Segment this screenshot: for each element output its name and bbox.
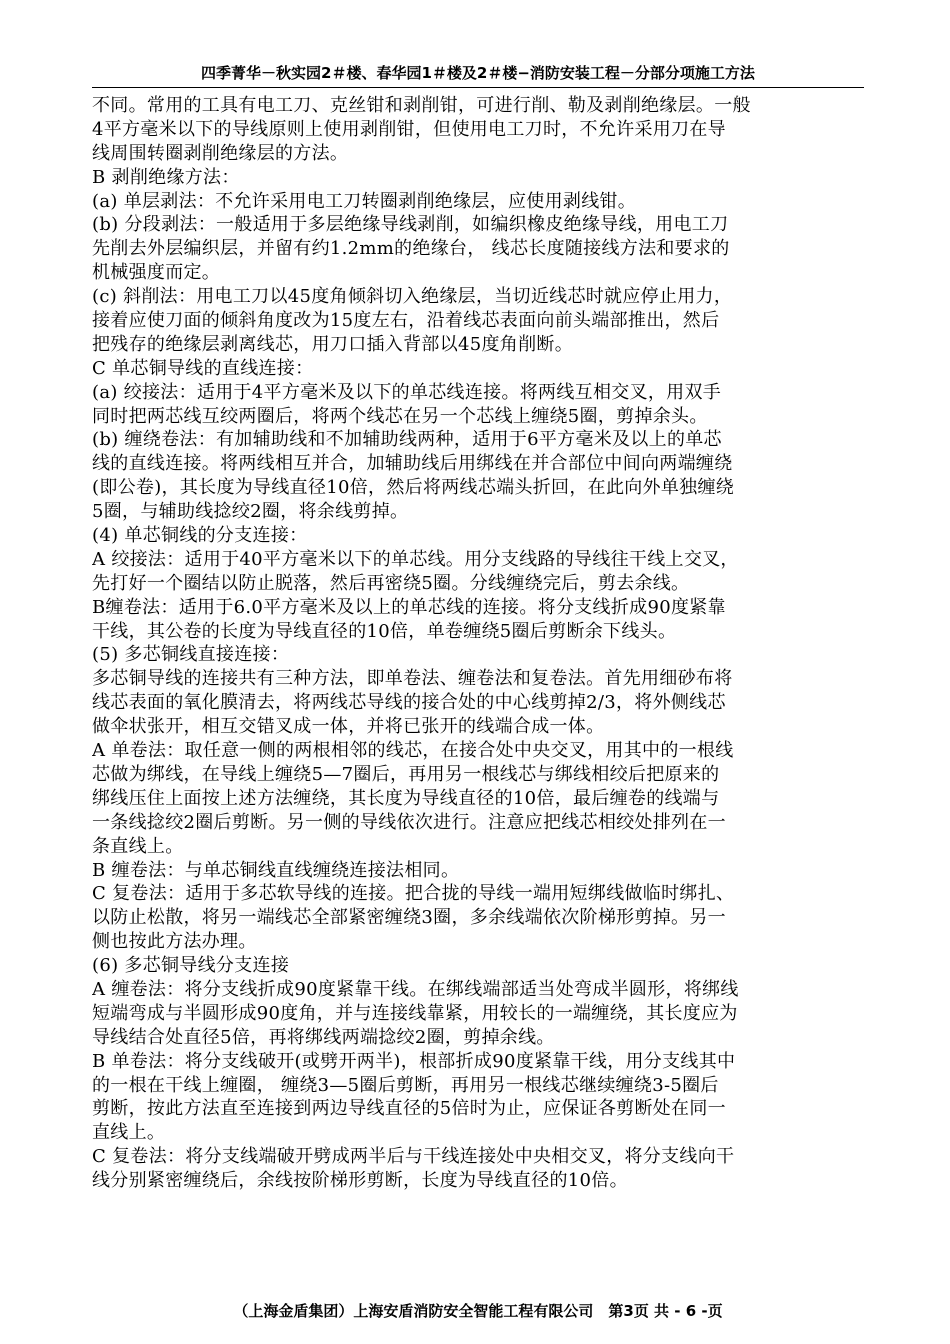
text-line: 条直线上。 (92, 835, 184, 857)
text-line: 先削去外层编织层，并留有约1.2mm的绝缘台， 线芯长度随接线方法和要求的 (92, 238, 730, 260)
text-line: A 单卷法：取任意一侧的两根相邻的线芯，在接合处中央交叉，用其中的一根线 (92, 740, 734, 762)
text-line: 把残存的绝缘层剥离线芯，用刀口插入背部以45度角削断。 (92, 333, 574, 355)
text-line: C 复卷法：适用于多芯软导线的连接。把合拢的导线一端用短绑线做临时绑扎、 (92, 883, 735, 905)
text-line: 侧也按此方法办理。 (92, 931, 257, 953)
text-line: 同时把两芯线互绞两圈后，将两个线芯在另一个芯线上缠绕5圈，剪掉余头。 (92, 405, 708, 427)
text-line: 绑线压住上面按上述方法缠绕，其长度为导线直径的10倍，最后缠卷的线端与 (92, 787, 720, 809)
text-line: 机械强度而定。 (92, 262, 221, 284)
body-text (92, 94, 864, 1193)
page-header: 四季菁华－秋实园2＃楼、春华园1＃楼及2＃楼−消防安装工程－分部分项施工方法 (201, 64, 755, 82)
text-line: (c) 斜削法：用电工刀以45度角倾斜切入绝缘层，当切近线芯时就应停止用力， (92, 286, 733, 308)
text-line: 线芯表面的氧化膜清去，将两线芯导线的接合处的中心线剪掉2/3，将外侧线芯 (92, 692, 726, 714)
text-line: B 单卷法：将分支线破开(或劈开两半)，根部折成90度紧靠干线，用分支线其中 (92, 1050, 736, 1072)
text-line: (4) 单芯铜线的分支连接： (92, 525, 308, 547)
page-footer: （上海金盾集团）上海安盾消防安全智能工程有限公司 第3页 共 - 6 -页 (233, 1302, 723, 1320)
text-line: (5) 多芯铜线直接连接： (92, 644, 290, 666)
text-line: (b) 缠绕卷法：有加辅助线和不加辅助线两种，适用于6平方毫米及以上的单芯 (92, 429, 722, 451)
text-line: 线的直线连接。将两线相互并合，加辅助线后用绑线在并合部位中间向两端缠绕 (92, 453, 733, 475)
header-rule (92, 87, 864, 88)
text-line: 先打好一个圈结以防止脱落，然后再密绕5圈。分线缠绕完后，剪去余线。 (92, 572, 690, 594)
text-line: (即公卷)，其长度为导线直径10倍，然后将两线芯端头折回，在此向外单独缠绕 (92, 477, 735, 499)
text-line: A 缠卷法：将分支线折成90度紧靠干线。在绑线端部适当处弯成半圆形，将绑线 (92, 978, 739, 1000)
text-line: (a) 单层剥法：不允许采用电工刀转圈剥削绝缘层，应使用剥线钳。 (92, 190, 637, 212)
text-line: 芯做为绑线，在导线上缠绕5—7圈后，再用另一根线芯与绑线相绞后把原来的 (92, 763, 720, 785)
text-line: 剪断，按此方法直至连接到两边导线直径的5倍时为止，应保证各剪断处在同一 (92, 1098, 726, 1120)
text-line: B 剥削绝缘方法： (92, 166, 240, 188)
text-line: (a) 绞接法：适用于4平方毫米及以下的单芯线连接。将两线互相交叉，用双手 (92, 381, 722, 403)
text-line: 接着应使刀面的倾斜角度改为15度左右，沿着线芯表面向前头端部推出，然后 (92, 310, 720, 332)
text-line: (6) 多芯铜导线分支连接 (92, 955, 290, 977)
text-line: 线周围转圈剥削绝缘层的方法。 (92, 142, 349, 164)
text-line: 直线上。 (92, 1122, 166, 1144)
text-line: 的一根在干线上缠圈， 缠绕3—5圈后剪断，再用另一根线芯继续缠绕3-5圈后 (92, 1074, 719, 1096)
text-line: 一条线捻绞2圈后剪断。另一侧的导线依次进行。注意应把线芯相绞处排列在一 (92, 811, 726, 833)
text-line: B 缠卷法：与单芯铜线直线缠绕连接法相同。 (92, 859, 460, 881)
text-line: 4平方毫米以下的导线原则上使用剥削钳，但使用电工刀时，不允许采用刀在导 (92, 118, 726, 140)
text-line: A 绞接法：适用于40平方毫米以下的单芯线。用分支线路的导线往干线上交叉， (92, 548, 739, 570)
text-line: 导线结合处直径5倍，再将绑线两端捻绞2圈，剪掉余线。 (92, 1026, 555, 1048)
text-line: 干线，其公卷的长度为导线直径的10倍，单卷缠绕5圈后剪断余下线头。 (92, 620, 677, 642)
text-line: 不同。常用的工具有电工刀、克丝钳和剥削钳，可进行削、勒及剥削绝缘层。一般 (92, 95, 751, 116)
text-line: C 单芯铜导线的直线连接： (92, 357, 314, 379)
text-line: 5圈，与辅助线捻绞2圈，将余线剪掉。 (92, 501, 409, 523)
text-line: (b) 分段剥法：一般适用于多层绝缘导线剥削，如编织橡皮绝缘导线，用电工刀 (92, 214, 729, 236)
text-line: 多芯铜导线的连接共有三种方法，即单卷法、缠卷法和复卷法。首先用细砂布将 (92, 668, 733, 690)
text-line: 以防止松散，将另一端线芯全部紧密缠绕3圈，多余线端依次阶梯形剪掉。另一 (92, 907, 726, 929)
text-line: 短端弯成与半圆形成90度角，并与连接线靠紧，用较长的一端缠绕，其长度应为 (92, 1002, 738, 1024)
text-line: 线分别紧密缠绕后，余线按阶梯形剪断，长度为导线直径的10倍。 (92, 1170, 628, 1192)
text-line: 做伞状张开，相互交错叉成一体，并将已张开的线端合成一体。 (92, 716, 605, 738)
text-line: C 复卷法：将分支线端破开劈成两半后与干线连接处中央相交叉，将分支线向干 (92, 1146, 735, 1168)
text-line: B缠卷法：适用于6.0平方毫米及以上的单芯线的连接。将分支线折成90度紧靠 (92, 596, 726, 618)
